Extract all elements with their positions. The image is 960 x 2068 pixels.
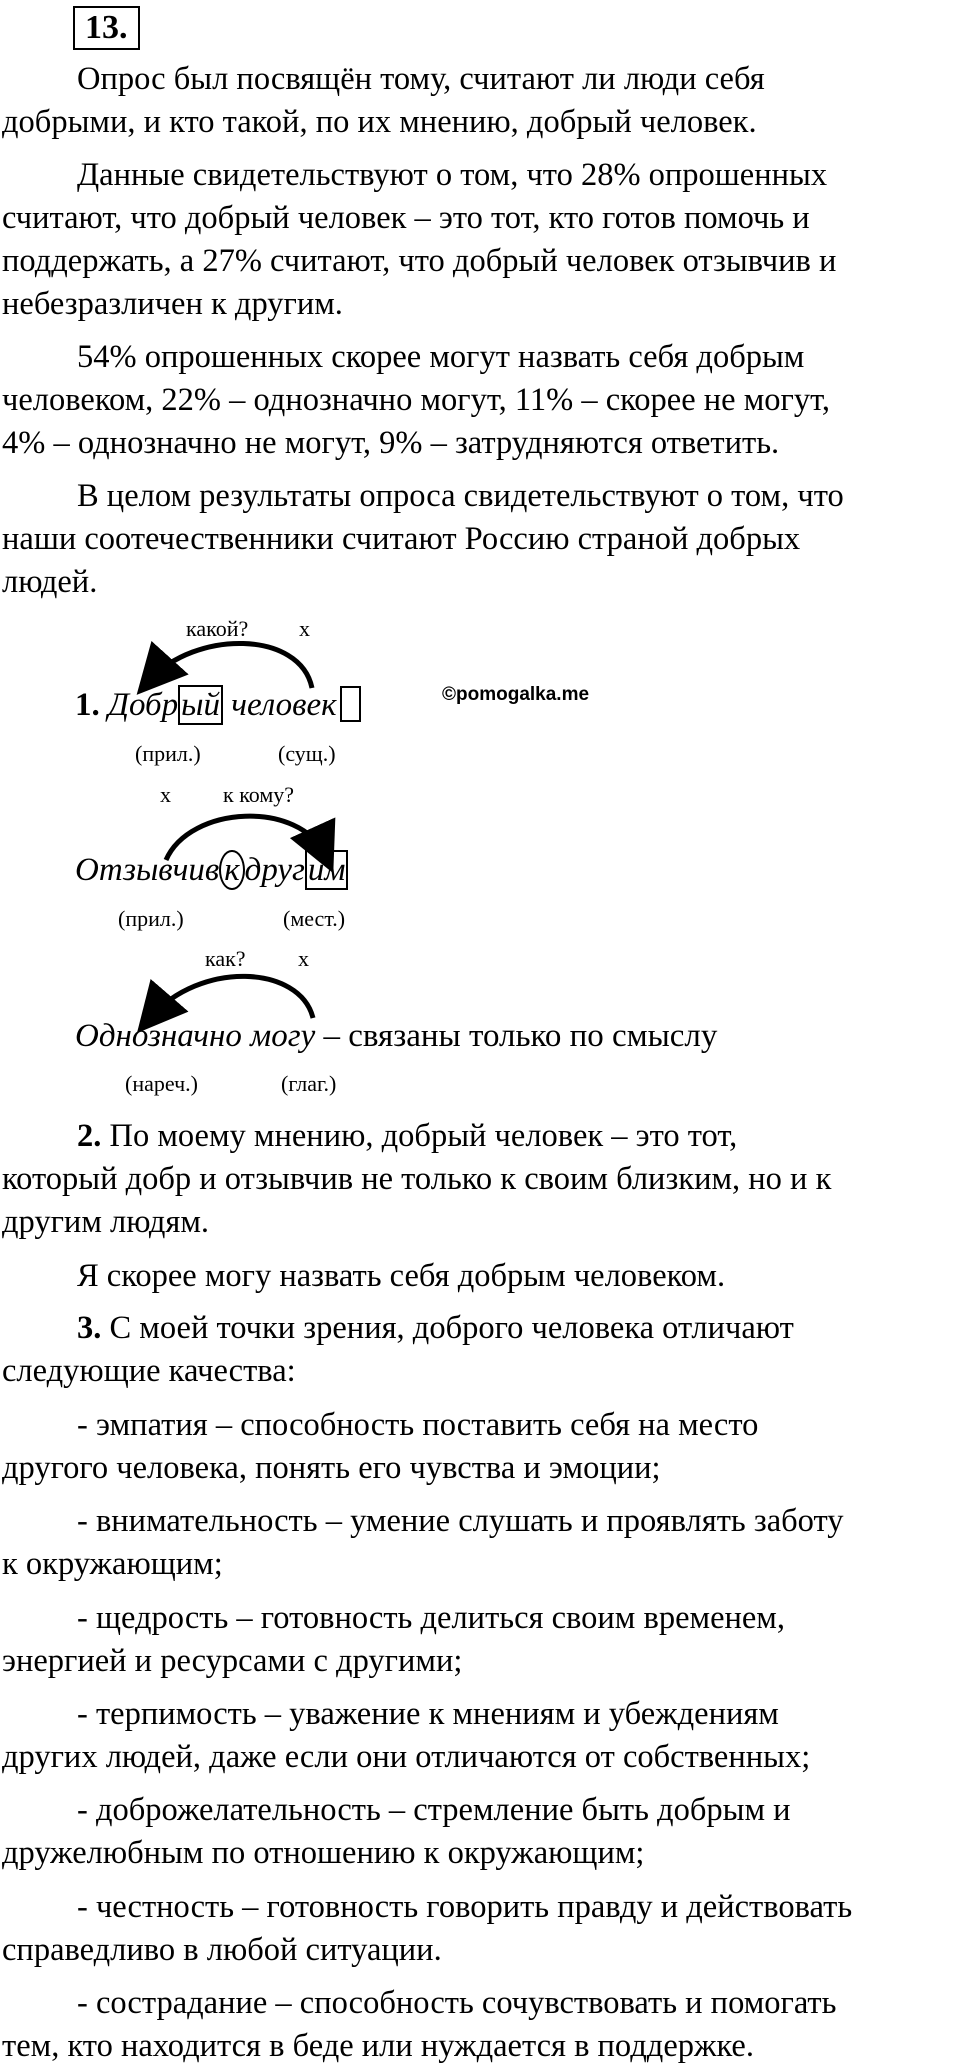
intro-paragraph-1: Опрос был посвящён тому, считают ли люди себя добрыми, и кто такой, по их мнению, добрый человек. (2, 61, 765, 140)
quality-item: - доброжелательность – стремление быть добрым и дружелюбным по отношению к окружающим; (2, 1792, 791, 1871)
word-dobryj: Добрый (108, 685, 223, 725)
ending-box: им (305, 850, 349, 890)
answer-2-extra: Я скорее могу назвать себя добрым человеком. (77, 1258, 726, 1294)
intro-paragraph-3: 54% опрошенных скорее могут назвать себя добрым человеком, 22% – однозначно могут, 11% – скорее не могут, 4% – однозначно не могут, 9% – затрудняются ответить. (2, 339, 830, 461)
pos-label: (прил.) (135, 741, 201, 766)
null-ending-box (340, 686, 361, 722)
pos-label: (прил.) (118, 906, 184, 931)
question-label: к кому? (223, 782, 295, 807)
question-label: как? (205, 946, 246, 971)
pos-label: (глаг.) (281, 1071, 337, 1096)
phrase-2: Отзывчив к другим (75, 852, 348, 889)
quality-item: - сострадание – способность сочувствовать и помогать тем, кто находится в беде или нуждается в поддержке. (2, 1985, 837, 2064)
dependent-mark: х (160, 782, 171, 807)
intro-paragraph-4: В целом результаты опроса свидетельствуют о том, что наши соотечественники считают Россию страной добрых людей. (2, 478, 844, 600)
question-label: какой? (186, 616, 249, 641)
word-chelovek: человек (231, 687, 360, 723)
quality-item: - терпимость – уважение к мнениям и убеждениям других людей, даже если они отличаются от собственных; (2, 1696, 811, 1775)
watermark: ©pomogalka.me (442, 684, 590, 705)
phrase-3: Однозначно могу – связаны только по смыслу (75, 1018, 718, 1054)
dependent-mark: х (298, 946, 309, 971)
intro-paragraph-2: Данные свидетельствуют о том, что 28% опрошенных считают, что добрый человек – это тот, кто готов помочь и поддержать, а 27% считают, что добрый человек отзывчив и небезразличен к другим. (2, 157, 837, 322)
answer-2: 2. По моему мнению, добрый человек – это тот, который добр и отзывчив не только к своим близким, но и к другим людям. (2, 1118, 832, 1240)
quality-item: - щедрость – готовность делиться своим временем, энергией и ресурсами с другими; (2, 1600, 786, 1679)
preposition-circle: к (219, 850, 244, 890)
quality-item: - честность – готовность говорить правду и действовать справедливо в любой ситуации. (2, 1889, 853, 1968)
phrase-1: 1. Добрый человек (75, 686, 361, 724)
exercise-number: 13. (73, 6, 140, 50)
pos-label: (мест.) (283, 906, 346, 931)
pos-label: (сущ.) (278, 741, 336, 766)
ending-box: ый (178, 685, 223, 725)
pos-label: (нареч.) (125, 1071, 198, 1096)
quality-item: - внимательность – умение слушать и проявлять заботу к окружающим; (2, 1503, 844, 1582)
answer-3: 3. С моей точки зрения, доброго человека отличают следующие качества: (2, 1310, 794, 1389)
quality-item: - эмпатия – способность поставить себя на место другого человека, понять его чувства и эмоции; (2, 1407, 759, 1486)
dependent-mark: х (299, 616, 310, 641)
